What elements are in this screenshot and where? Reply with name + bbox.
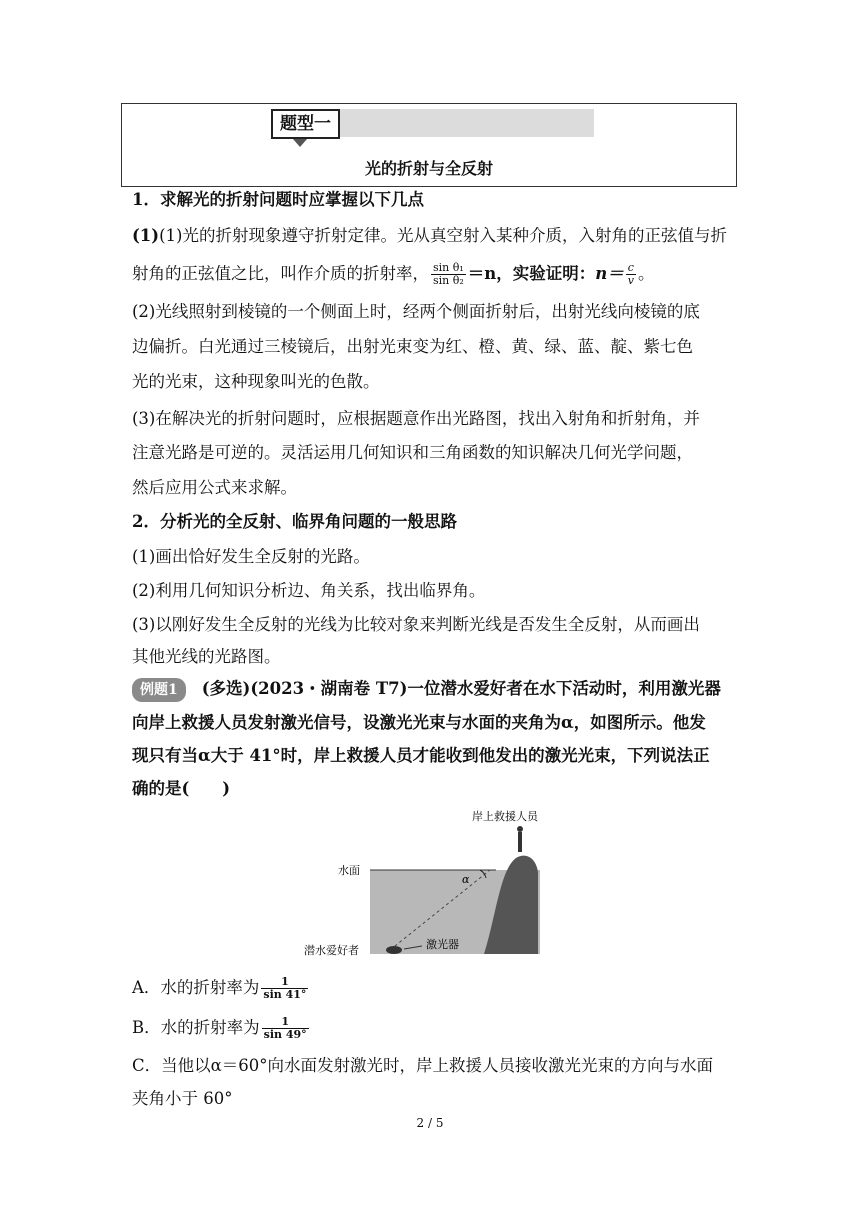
speed-formula [626, 262, 636, 287]
diver-label: 潜水爱好者 [304, 944, 359, 957]
s1-p2-line1: (2)光线照射到棱镜的一个侧面上时，经两个侧面折射后，出射光线向棱镜的底 [132, 302, 700, 321]
s1-p3-line1: (3)在解决光的折射问题时，应根据题意作出光路图，找出入射角和折射角，并 [132, 409, 700, 428]
option-c-line2: 夹角小于 60° [132, 1089, 233, 1108]
s1-p2-line2: 边偏折。白光通过三棱镜后，出射光束变为红、橙、黄、绿、蓝、靛、紫七色 [132, 337, 693, 356]
speed-numerator: c [626, 262, 636, 275]
s2-p3-line1: (3)以刚好发生全反射的光线为比较对象来判断光线是否发生全反射，从而画出 [132, 615, 700, 634]
example-badge: 例题1 [132, 678, 186, 702]
s1-p1-line2-text: 射角的正弦值之比，叫作介质的折射率， [132, 264, 429, 283]
speed-denominator: v [627, 274, 634, 287]
example-line1-text: (多选)(2023・湖南卷 T7)一位潜水爱好者在水下活动时，利用激光器 [201, 679, 721, 698]
tag-arrow-icon [293, 139, 307, 147]
formula-denominator: sin θ₂ [433, 274, 464, 287]
option-a-num: 1 [261, 976, 308, 989]
formula-n: n＝ [595, 264, 624, 283]
option-b-fraction [262, 1016, 309, 1041]
s2-p1: (1)画出恰好发生全反射的光路。 [132, 547, 370, 566]
option-b-text: B．水的折射率为 [132, 1018, 260, 1037]
example-line4: 确的是( ) [132, 779, 231, 798]
diver-laser-figure [304, 806, 554, 960]
option-b [132, 1016, 732, 1041]
diver-icon [386, 946, 402, 954]
s1-p3-line2: 注意光路是可逆的。灵活运用几何知识和三角函数的知识解决几何光学问题， [132, 443, 693, 462]
option-c-line1: C．当他以α＝60°向水面发射激光时，岸上救援人员接收激光光束的方向与水面 [132, 1056, 714, 1075]
formula-numerator: sin θ₁ [433, 261, 464, 274]
option-b-num: 1 [262, 1016, 309, 1029]
option-b-den: sin 49° [263, 1028, 307, 1041]
laser-label: 激光器 [426, 938, 459, 951]
s1-p3-line3: 然后应用公式来求解。 [132, 478, 297, 497]
s2-p2: (2)利用几何知识分析边、角关系，找出临界角。 [132, 581, 486, 600]
rescuer-figure-icon [518, 832, 522, 852]
option-a-fraction [261, 976, 308, 1001]
angle-label: α [462, 873, 470, 886]
topic-tag-label: 题型一 [271, 109, 340, 139]
topic-header-box [121, 103, 737, 187]
example-line2: 向岸上救援人员发射激光信号，设激光光束与水面的夹角为α，如图所示。他发 [132, 713, 706, 732]
topic-title: 光的折射与全反射 [364, 159, 493, 178]
example-line3: 现只有当α大于 41°时，岸上救援人员才能收到他发出的激光光束，下列说法正 [132, 746, 710, 765]
option-a [132, 976, 732, 1001]
s1-p1-line1-text: (1)光的折射现象遵守折射定律。光从真空射入某种介质，入射角的正弦值与折 [159, 226, 727, 245]
rescuer-label: 岸上救援人员 [472, 810, 538, 823]
water-label: 水面 [338, 864, 360, 877]
s1-p1-line1: (1)(1)光的折射现象遵守折射定律。光从真空射入某种介质，入射角的正弦值与折 [132, 226, 727, 245]
formula-eq: ＝n，实验证明： [467, 264, 596, 283]
refraction-formula [431, 262, 466, 287]
s1-p1-line2 [132, 262, 732, 287]
option-a-den: sin 41° [263, 988, 307, 1001]
section2-heading: 2．分析光的全反射、临界角问题的一般思路 [132, 512, 457, 531]
rescuer-head-icon [517, 826, 523, 832]
tag-bar [331, 109, 594, 137]
topic-tag [271, 109, 340, 139]
s1-p2-line3: 光的光束，这种现象叫光的色散。 [132, 372, 380, 391]
example-line1 [132, 678, 732, 702]
section1-heading: 1．求解光的折射问题时应掌握以下几点 [132, 190, 424, 209]
page-number: 2 / 5 [416, 1116, 444, 1130]
s2-p3-line2: 其他光线的光路图。 [132, 647, 281, 666]
s1-p1-end: 。 [638, 264, 655, 283]
option-a-text: A．水的折射率为 [132, 978, 260, 997]
